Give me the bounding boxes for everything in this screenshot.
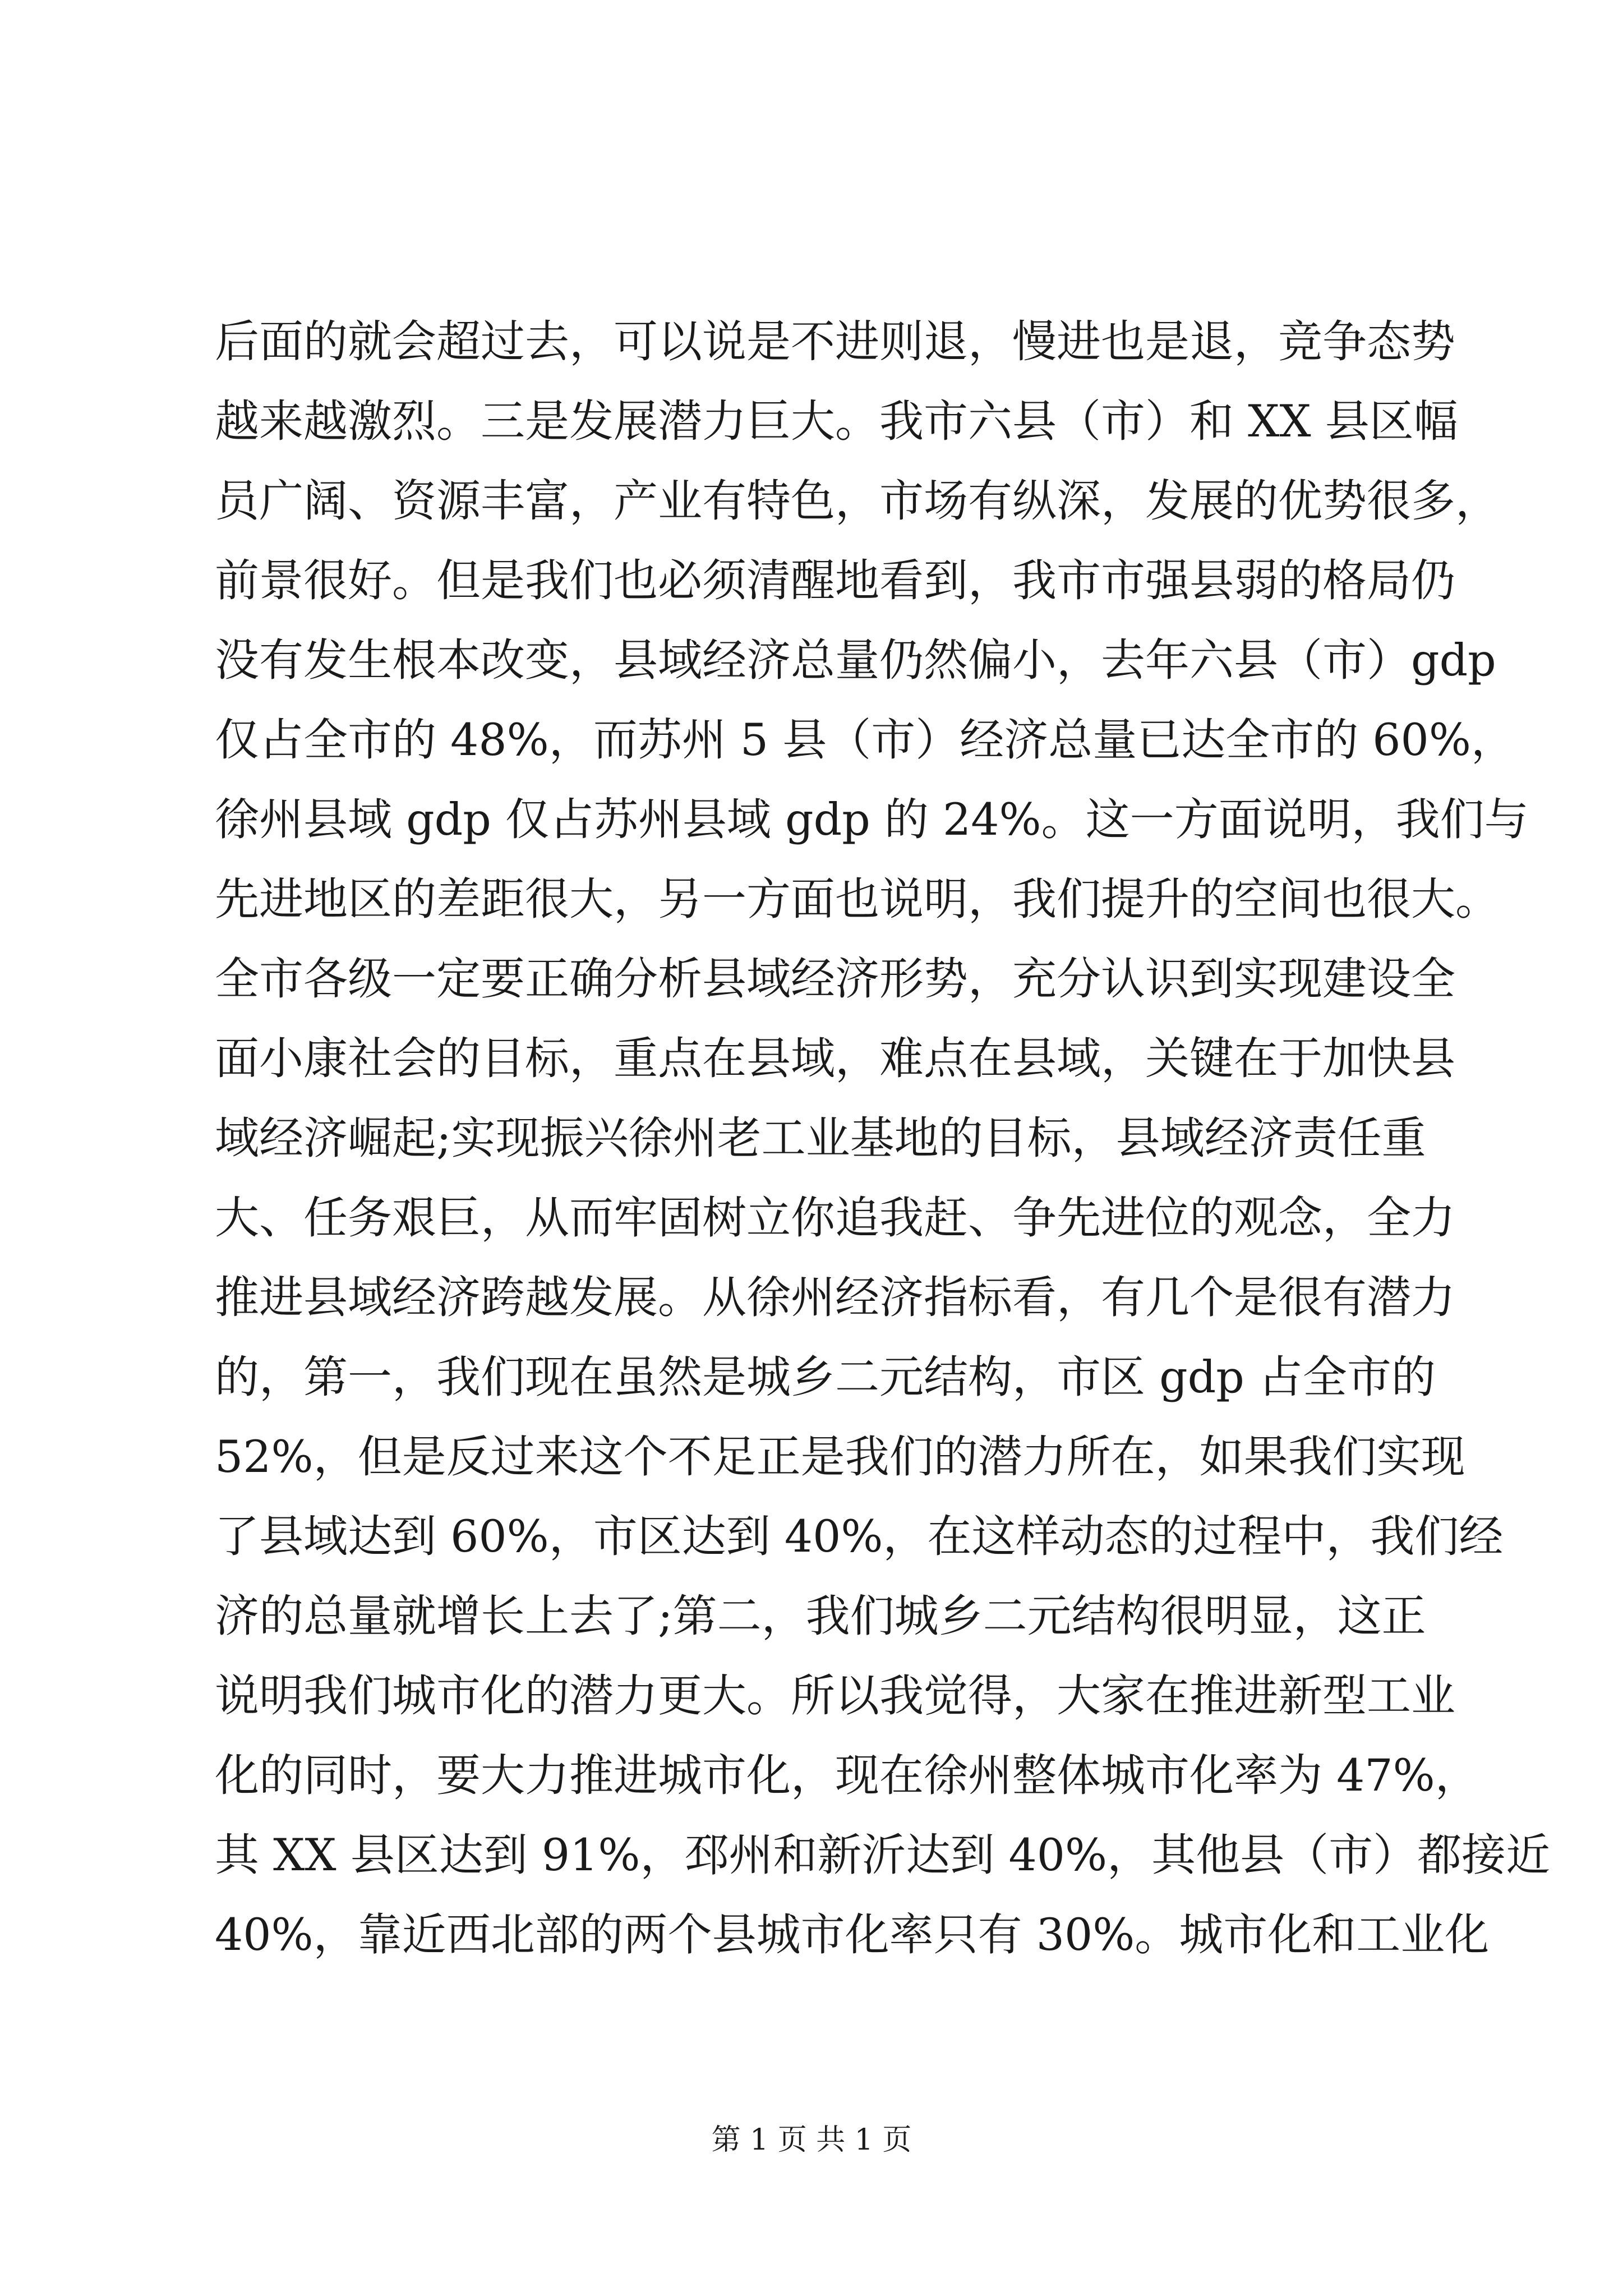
- text-line: 先进地区的差距很大，另一方面也说明，我们提升的空间也很大。: [215, 873, 1500, 925]
- text-line: 了县域达到 60%，市区达到 40%，在这样动态的过程中，我们经: [215, 1511, 1504, 1562]
- text-line: 推进县域经济跨越发展。从徐州经济指标看，有几个是很有潜力: [215, 1272, 1455, 1323]
- text-line: 化的同时，要大力推进城市化，现在徐州整体城市化率为 47%，: [215, 1750, 1479, 1801]
- text-line: 面小康社会的目标，重点在县域，难点在县域，关键在于加快县: [215, 1033, 1455, 1084]
- text-line: 40%，靠近西北部的两个县城市化率只有 30%。城市化和工业化: [215, 1909, 1490, 1961]
- text-line: 前景很好。但是我们也必须清醒地看到，我市市强县弱的格局仍: [215, 555, 1455, 606]
- page-footer: [0, 2120, 1623, 2160]
- text-line: 大、任务艰巨，从而牢固树立你追我赶、争先进位的观念，全力: [215, 1192, 1455, 1244]
- body-text: [215, 302, 1551, 1975]
- text-line: 越来越激烈。三是发展潜力巨大。我市六县（市）和 XX 县区幅: [215, 395, 1458, 447]
- text-line: 后面的就会超过去，可以说是不进则退，慢进也是退，竞争态势: [215, 316, 1455, 367]
- text-line: 没有发生根本改变，县域经济总量仍然偏小，去年六县（市）gdp: [215, 634, 1496, 686]
- text-line: 52%，但是反过来这个不足正是我们的潜力所在，如果我们实现: [215, 1431, 1465, 1483]
- text-line: 员广阔、资源丰富，产业有特色，市场有纵深，发展的优势很多，: [215, 475, 1500, 527]
- text-line: 域经济崛起;实现振兴徐州老工业基地的目标，县域经济责任重: [215, 1112, 1426, 1164]
- text-line: 的，第一，我们现在虽然是城乡二元结构，市区 gdp 占全市的: [215, 1351, 1436, 1403]
- text-line: 其 XX 县区达到 91%，邳州和新沂达到 40%，其他县（市）都接近: [215, 1829, 1551, 1881]
- text-line: 徐州县域 gdp 仅占苏州县域 gdp 的 24%。这一方面说明，我们与: [215, 794, 1529, 845]
- page-number-label: 第 1 页 共 1 页: [711, 2123, 912, 2157]
- text-line: 说明我们城市化的潜力更大。所以我觉得，大家在推进新型工业: [215, 1670, 1455, 1722]
- text-line: 全市各级一定要正确分析县域经济形势，充分认识到实现建设全: [215, 953, 1455, 1005]
- text-line: 仅占全市的 48%，而苏州 5 县（市）经济总量已达全市的 60%，: [215, 714, 1515, 766]
- text-line: 济的总量就增长上去了;第二，我们城乡二元结构很明显，这正: [215, 1590, 1426, 1642]
